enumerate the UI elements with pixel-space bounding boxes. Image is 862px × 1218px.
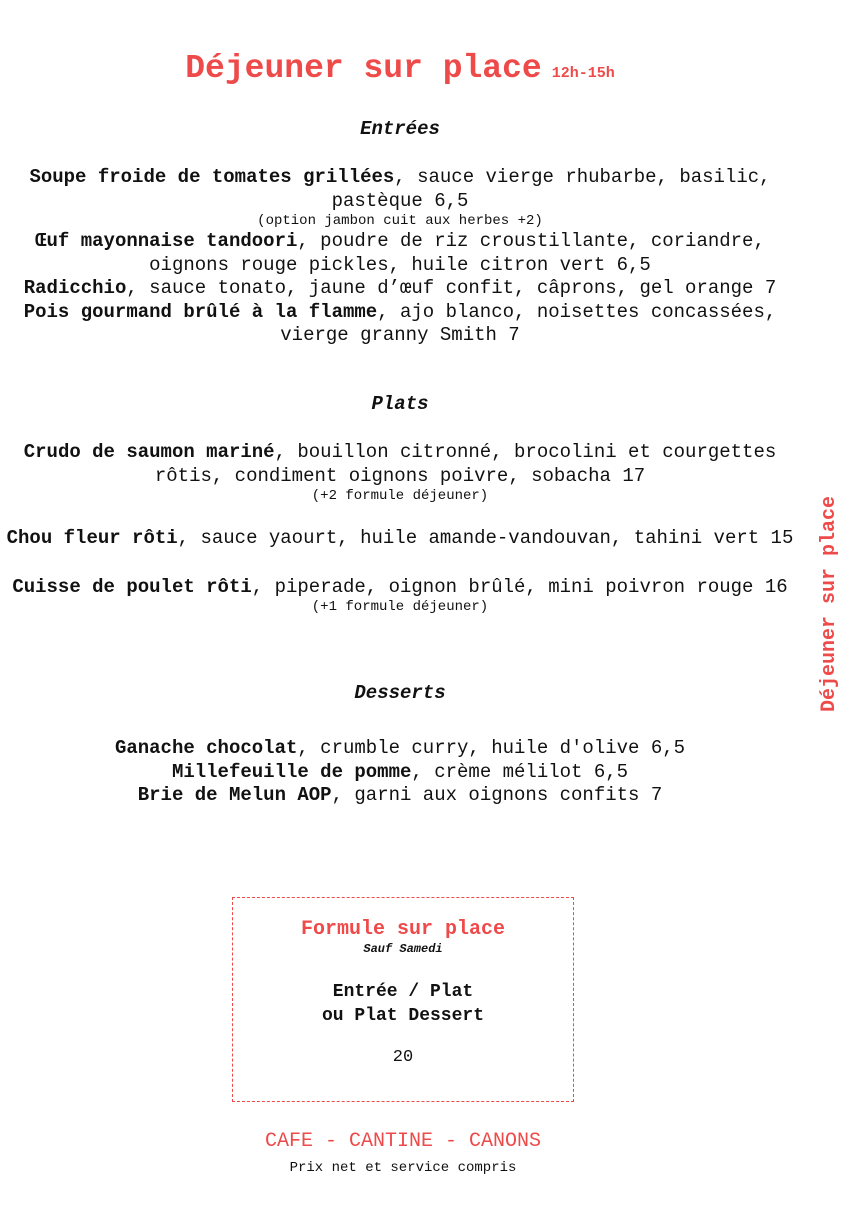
footer-note: Prix net et service compris <box>289 1160 517 1176</box>
menu-item-desc: , sauce yaourt, huile amande-vandouvan, tahini vert 15 <box>177 527 794 549</box>
menu-item <box>0 737 800 761</box>
menu-item <box>0 761 800 785</box>
menu-item <box>0 527 800 551</box>
formule-line-1: Entrée / Plat <box>332 982 474 1002</box>
menu-item-name: Cuisse de poulet rôti <box>12 575 252 598</box>
menu-item <box>0 301 800 348</box>
section-entrees <box>0 118 800 348</box>
menu-item <box>0 230 800 277</box>
menu-item-desc: , ajo blanco, noisettes concassées, vierge granny Smith 7 <box>280 300 777 346</box>
formule-choices <box>233 980 573 1028</box>
menu-item-desc: , piperade, oignon brûlé, mini poivron rouge 16 <box>251 575 788 598</box>
menu-item-note: (+1 formule déjeuner) <box>311 599 489 615</box>
section-plats <box>0 393 800 616</box>
menu-item-name: Radicchio <box>23 277 127 299</box>
menu-item-name: Pois gourmand brûlé à la flamme <box>23 300 378 323</box>
page-title: Déjeuner sur place <box>185 50 542 87</box>
menu-item-name: Crudo de saumon mariné <box>23 441 275 463</box>
menu-item <box>0 166 800 213</box>
menu-item-name: Soupe froide de tomates grillées <box>29 166 395 188</box>
menu-item-desc: , sauce vierge rhubarbe, basilic, pastèque 6,5 <box>331 166 771 212</box>
menu-item-desc: , crumble curry, huile d'olive 6,5 <box>297 737 686 759</box>
menu-item-name: Ganache chocolat <box>114 737 298 759</box>
menu-item <box>0 576 800 600</box>
menu-item <box>0 277 800 301</box>
formule-line-2: ou Plat Dessert <box>321 1006 485 1026</box>
menu-item-desc: , garni aux oignons confits 7 <box>331 784 663 806</box>
menu-item <box>0 441 800 488</box>
section-title-plats: Plats <box>371 393 429 415</box>
formule-price: 20 <box>392 1048 414 1067</box>
menu-item <box>0 784 800 808</box>
section-desserts <box>0 682 800 808</box>
menu-item-desc: , poudre de riz croustillante, coriandre, oignons rouge pickles, huile citron vert 6,5 <box>149 230 765 276</box>
menu-item-name: Œuf mayonnaise tandoori <box>35 230 298 252</box>
menu-item-desc: , bouillon citronné, brocolini et courgettes rôtis, condiment oignons poivre, sobacha 17 <box>154 441 777 487</box>
menu-item-desc: , crème mélilot 6,5 <box>411 760 629 783</box>
menu-item-name: Chou fleur rôti <box>6 527 178 549</box>
section-title-desserts: Desserts <box>354 682 446 704</box>
formule-subtitle: Sauf Samedi <box>363 942 443 956</box>
header <box>0 50 800 87</box>
menu-item-desc: , sauce tonato, jaune d’œuf confit, câprons, gel orange 7 <box>126 277 777 299</box>
menu-item-note: (+2 formule déjeuner) <box>311 488 489 504</box>
formule-title: Formule sur place <box>300 918 506 941</box>
service-hours: 12h-15h <box>551 65 615 82</box>
formule-box <box>232 897 574 1102</box>
menu-item-name: Millefeuille de pomme <box>171 760 412 783</box>
section-title-entrees: Entrées <box>360 118 440 140</box>
menu-item-note: (option jambon cuit aux herbes +2) <box>257 213 543 229</box>
side-title: Déjeuner sur place <box>818 495 841 712</box>
menu-item-name: Brie de Melun AOP <box>137 784 332 806</box>
footer-brand: CAFE - CANTINE - CANONS <box>264 1130 542 1153</box>
